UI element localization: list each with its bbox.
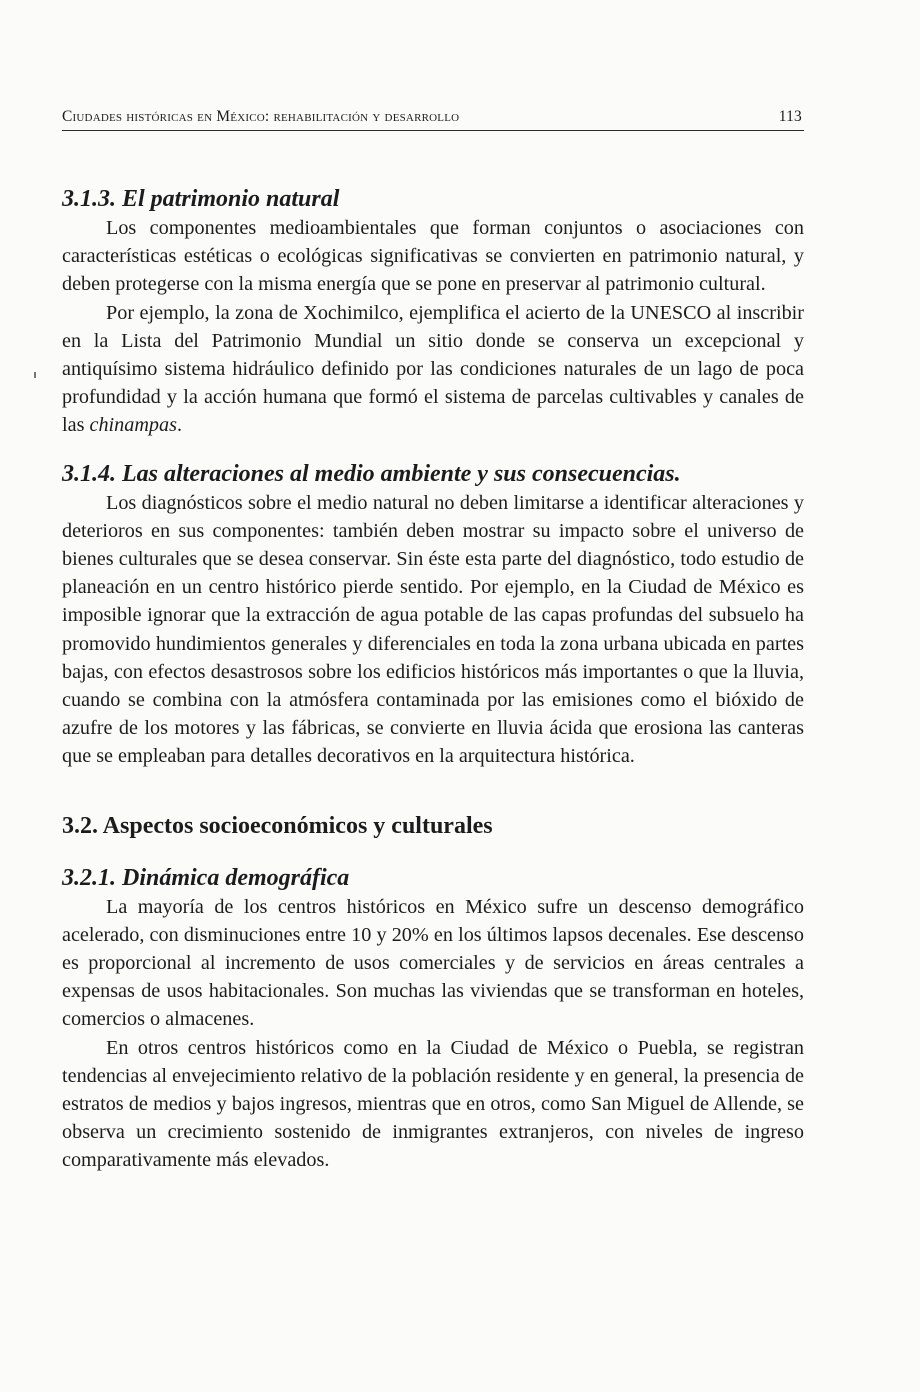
paragraph-emphasis: chinampas (89, 414, 177, 437)
section-heading-3-2-1: 3.2.1. Dinámica demográfica (62, 864, 350, 891)
paragraph: Los diagnósticos sobre el medio natural no deben limitarse a identificar alteraciones y deterioros en sus componentes: también deben mostrar su impacto sobre el universo de bienes culturales que se desea conservar. Sin éste esta parte del diagnóstico, todo estudio de planeación en un centro histórico pierde sentido. Por ejemplo, en la Ciudad de México es imposible ignorar que la extracción de agua potable de las capas profundas del subsuelo ha promovido hundimientos generales y diferenciales en toda la zona urbana ubicada en partes bajas, con efectos desastrosos sobre los edificios históricos más importantes o que la lluvia, cuando se combina con la atmósfera contaminada por las emisiones como el bióxido de azufre de los motores y las fábricas, se convierte en lluvia ácida que erosiona las canteras que se empleaban para detalles decorativos en la arquitectura histórica. (62, 491, 804, 768)
section-heading-3-2: 3.2. Aspectos socioeconómicos y culturales (62, 812, 493, 839)
paragraph: Los componentes medioambientales que forman conjuntos o asociaciones con características estéticas o ecológicas significativas se convierten en patrimonio natural, y deben protegerse con la misma energía que se pone en preservar al patrimonio cultural. (62, 217, 804, 296)
paragraph: La mayoría de los centros históricos en México sufre un descenso demográfico acelerado, con disminuciones entre 10 y 20% en los últimos lapsos decenales. Ese descenso es proporcional al incremento de usos comerciales y de servicios en áreas centrales a expensas de usos habitacionales. Son muchas las viviendas que se transforman en hoteles, comercios o almacenes. (62, 895, 804, 1031)
scan-mark (34, 372, 36, 378)
page-content (62, 184, 804, 1175)
section-heading-3-1-3: 3.1.3. El patrimonio natural (62, 186, 340, 212)
paragraph-text: Por ejemplo, la zona de Xochimilco, ejemplifica el acierto de la UNESCO al inscribir en la Lista del Patrimonio Mundial un sitio donde se conserva un excepcional y antiquísimo sistema hidráulico definido por las condiciones naturales de un lago de poca profundidad y la acción humana que formó el sistema de parcelas cultivables y canales de las (62, 301, 804, 437)
page-number: 113 (778, 108, 802, 125)
running-header-title: Ciudades históricas en México: rehabilitación y desarrollo (62, 108, 460, 125)
section-heading-3-1-4: 3.1.4. Las alteraciones al medio ambiente y sus consecuencias. (62, 460, 681, 487)
paragraph: En otros centros históricos como en la Ciudad de México o Puebla, se registran tendencias al envejecimiento relativo de la población residente y en general, la presencia de estratos de medios y bajos ingresos, mientras que en otros, como San Miguel de Allende, se observa un crecimiento sostenido de inmigrantes extranjeros, con niveles de ingreso comparativamente más elevados. (62, 1036, 804, 1172)
running-header (62, 104, 804, 131)
paragraph (62, 299, 804, 440)
paragraph-text-end: . (176, 414, 183, 437)
